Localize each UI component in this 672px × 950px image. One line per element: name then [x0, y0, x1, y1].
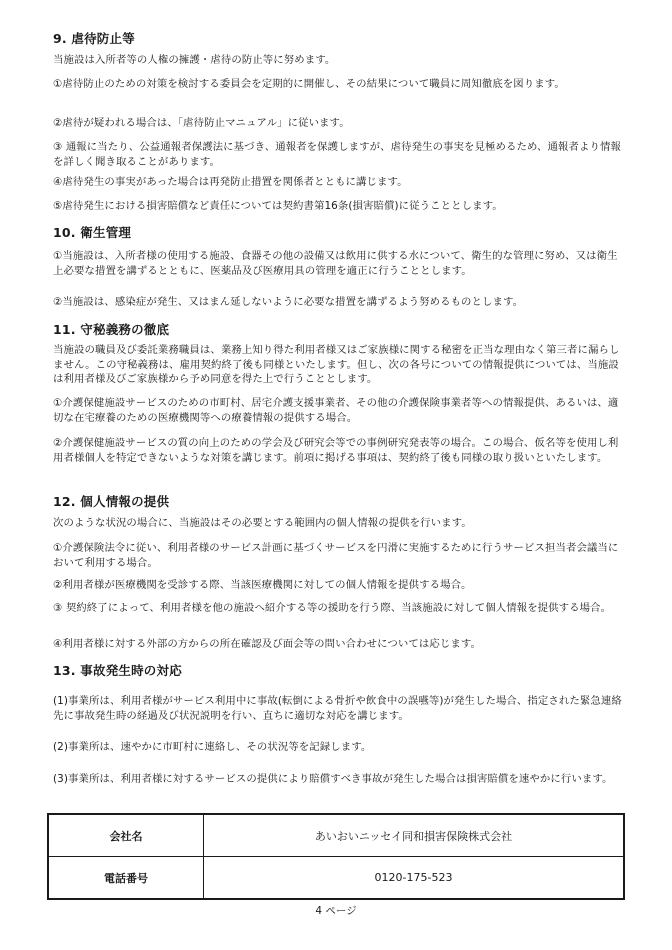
paragraph: (1)事業所は、利用者様がサービス利用中に事故(転倒による骨折や飲食中の誤嚥等)が発生した場合、指定された緊急連絡先に事故発生時の経過及び状況説明を行い、直ちに適切な対応を講じます。: [53, 695, 622, 722]
paragraph: ①虐待防止のための対策を検討する委員会を定期的に開催し、その結果について職員に周知徹底を図ります。: [53, 78, 565, 90]
phone-label: 電話番号: [48, 857, 204, 900]
paragraph: ②虐待が疑われる場合は、「虐待防止マニュアル」に従います。: [53, 117, 350, 129]
paragraph: ③ 通報に当たり、公益通報者保護法に基づき、通報者を保護しますが、虐待発生の事実を見極めるため、通報者より情報を詳しく聞き取ることがあります。: [53, 141, 621, 168]
paragraph: ⑤虐待発生における損害賠償など責任については契約書第16条(損害賠償)に従うこととします。: [53, 200, 503, 212]
section-heading-9: 9. 虐待防止等: [53, 31, 135, 46]
paragraph: 当施設は入所者等の人権の擁護・虐待の防止等に努めます。: [53, 54, 336, 66]
paragraph: (3)事業所は、利用者様に対するサービスの提供により賠償すべき事故が発生した場合は損害賠償を速やかに行います。: [53, 773, 613, 785]
paragraph: ②当施設は、感染症が発生、又はまん延しないように必要な措置を講ずるよう努めるものとします。: [53, 296, 524, 308]
section-heading-13: 13. 事故発生時の対応: [53, 663, 182, 678]
section-heading-10: 10. 衛生管理: [53, 225, 132, 240]
table-row: [48, 857, 624, 900]
company-value: あいおいニッセイ同和損害保険株式会社: [204, 814, 625, 857]
paragraph: ④虐待発生の事実があった場合は再発防止措置を関係者とともに講じます。: [53, 176, 408, 188]
paragraph: ②介護保健施設サービスの質の向上のための学会及び研究会等での事例研究発表等の場合。この場合、仮名等を使用し利用者様個人を特定できないような対策を講じます。前項に掲げる事項は、契約終了後も同様の取り扱いといたします。: [53, 437, 619, 464]
paragraph: ③ 契約終了によって、利用者様を他の施設へ紹介する等の援助を行う際、当該施設に対して個人情報を提供する場合。: [53, 602, 612, 614]
phone-value: 0120-175-523: [204, 857, 625, 900]
section-heading-12: 12. 個人情報の提供: [53, 494, 170, 509]
section-heading-11: 11. 守秘義務の徹底: [53, 322, 170, 337]
paragraph: ④利用者様に対する外部の方からの所在確認及び面会等の問い合わせについては応じます。: [53, 638, 481, 650]
paragraph: 次のような状況の場合に、当施設はその必要とする範囲内の個人情報の提供を行います。: [53, 517, 472, 529]
paragraph: ①介護保険法令に従い、利用者様のサービス計画に基づくサービスを円滑に実施するために行うサービス担当者会議当において利用する場合。: [53, 542, 619, 569]
company-label: 会社名: [48, 814, 204, 857]
paragraph: ①当施設は、入所者様の使用する施設、食器その他の設備又は飲用に供する水について、衛生的な管理に努め、又は衛生上必要な措置を講ずるとともに、医薬品及び医療用具の管理を適正に行うこととします。: [53, 250, 618, 277]
paragraph: (2)事業所は、速やかに市町村に連絡し、その状況等を記録します。: [53, 741, 372, 753]
paragraph: ①介護保健施設サービスのための市町村、居宅介護支援事業者、その他の介護保険事業者等への情報提供、あるいは、適切な在宅療養のための医療機関等への療養情報の提供する場合。: [53, 397, 619, 424]
paragraph: 当施設の職員及び委託業務職員は、業務上知り得た利用者様又はご家族様に関する秘密を正当な理由なく第三者に漏らしません。この守秘義務は、雇用契約終了後も同様といたします。但し、次の各号についての情報提供については、当施設は利用者様及びご家族様から予め同意を得た上で行うこととします。: [53, 344, 620, 385]
paragraph: ②利用者様が医療機関を受診する際、当該医療機関に対しての個人情報を提供する場合。: [53, 579, 472, 591]
insurance-table: [47, 813, 625, 900]
page-number: 4 ページ: [315, 905, 357, 917]
table-row: [48, 814, 624, 857]
